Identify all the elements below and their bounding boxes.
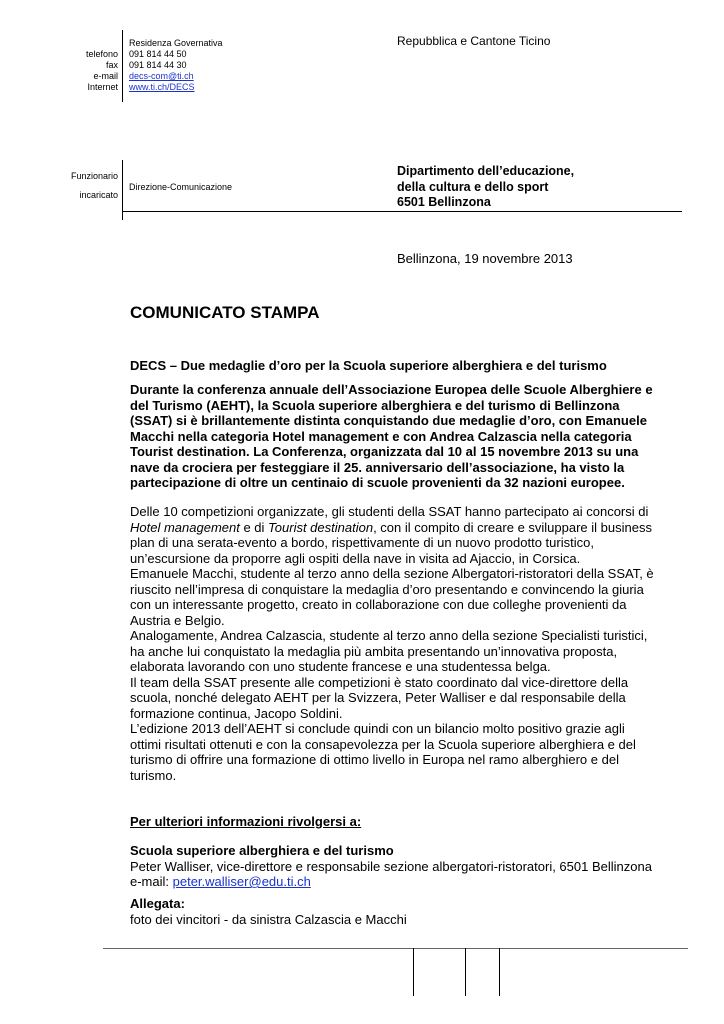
lead-line: Durante la conferenza annuale dell’Associazione Europea delle Scuole Alberghiere e [130, 382, 653, 397]
body-line: con un interessante progetto, creato in collaborazione con due colleghe provenienti da [130, 597, 627, 612]
body-text [130, 504, 700, 783]
body-line: formazione continua, Jacopo Soldini. [130, 705, 343, 721]
contact-heading: Per ulteriori informazioni rivolgersi a: [130, 814, 362, 829]
department-block [397, 164, 574, 211]
official-value: Direzione-Comunicazione [129, 182, 233, 192]
attachment-heading: Allegata: [130, 896, 185, 911]
body-line: ha anche lui conquistato la medaglia più ambita presentando un’innovativa proposta, [130, 643, 618, 659]
body-line: un’escursione da proporre agli ospiti della nave in visita ad Ajaccio, in Corsica. [130, 550, 581, 566]
body-line: Il team della SSAT presente alle competizioni è stato coordinato dal vice-direttore della [130, 674, 629, 690]
header-divider-top [122, 30, 123, 102]
body-line: Analogamente, Andrea Calzascia, studente al terzo anno della sezione Specialisti turistici, [130, 628, 648, 643]
department-line2: della cultura e dello sport [397, 179, 549, 194]
body-line: Delle 10 competizioni organizzate, gli studenti della SSAT hanno partecipato ai concorsi di [130, 504, 649, 519]
office-name: Residenza Governativa [129, 38, 223, 48]
lead-line: Macchi nella categoria Hotel management e con Andrea Calzascia nella categoria [130, 428, 632, 444]
attachment-text: foto dei vincitori - da sinistra Calzascia e Macchi [130, 911, 407, 927]
body-line: elaborata lavorando con uno studente francese e una studentessa belga. [130, 659, 551, 674]
contact-labels [40, 49, 118, 93]
footer-rule [103, 948, 688, 949]
lead-line: del Turismo (AEHT), la Scuola superiore alberghiera e del turismo di Bellinzona [130, 397, 620, 413]
body-line: riuscito nell’impresa di conquistare la medaglia d’oro presentando e convincendo la giuria [130, 581, 644, 597]
fax-value: 091 814 44 30 [129, 60, 187, 70]
lead-line: (SSAT) si è brillantemente distinta conquistando due medaglie d’oro, con Emanuele [130, 413, 647, 428]
body-line: L’edizione 2013 dell’AEHT si conclude quindi con un bilancio molto positivo grazie agli [130, 721, 625, 736]
subject-line: DECS – Due medaglie d’oro per la Scuola superiore alberghiera e del turismo [130, 358, 607, 373]
contact-block [130, 843, 652, 890]
phone-value: 091 814 44 50 [129, 49, 187, 59]
label-internet: Internet [87, 82, 118, 92]
body-line: plan di una serata-evento a bordo, rispettivamente di un nuovo prodotto turistico, [130, 535, 594, 550]
lead-paragraph [130, 382, 690, 491]
body-line: ottimi risultati ottenuti e con la consapevolezza per la Scuola superiore alberghiera e del [130, 736, 636, 752]
official-labels [40, 167, 118, 205]
header-rule [122, 211, 682, 212]
website-link[interactable]: www.ti.ch/DECS [129, 82, 195, 92]
department-line1: Dipartimento dell’educazione, [397, 164, 575, 178]
italic-hotel-management: Hotel management [130, 519, 240, 535]
footer-divider-3 [499, 948, 500, 996]
contact-email-line: e-mail: peter.walliser@edu.ti.ch [130, 874, 311, 889]
label-email: e-mail [93, 71, 118, 81]
footer-divider-2 [465, 948, 466, 996]
lead-line: nave da crociera per festeggiare il 25. anniversario dell’associazione, ha visto la [130, 459, 625, 475]
body-line: scuola, nonché delegato AEHT per la Svizzera, Peter Walliser e dal responsabile della [130, 690, 626, 705]
contact-person: Peter Walliser, vice-direttore e responsabile sezione albergatori-ristoratori, 6501 Bellinzona [130, 858, 652, 874]
body-line: Austria e Belgio. [130, 612, 225, 628]
official-label-2: incaricato [79, 190, 118, 200]
republic-name: Repubblica e Cantone Ticino [397, 34, 551, 48]
email-link[interactable]: decs-com@ti.ch [129, 71, 194, 81]
body-line: Emanuele Macchi, studente al terzo anno della sezione Albergatori-ristoratori della SSAT, è [130, 566, 654, 581]
body-line: Hotel management e di Tourist destination, con il compito di creare e sviluppare il business [130, 519, 652, 535]
contact-email-link[interactable]: peter.walliser@edu.ti.ch [172, 874, 311, 889]
contact-org: Scuola superiore alberghiera e del turismo [130, 843, 394, 858]
lead-line: partecipazione di oltre un centinaio di scuole provenienti da 32 nazioni europee. [130, 475, 625, 490]
body-line: turismo di offrire una formazione di ottimo livello in Europa nel ramo alberghiero e del [130, 752, 619, 767]
attachment-block [130, 896, 407, 927]
lead-line: Tourist destination. La Conferenza, organizzata dal 10 al 15 novembre 2013 su una [130, 444, 639, 459]
date-line: Bellinzona, 19 novembre 2013 [397, 251, 573, 266]
italic-tourist-destination: Tourist destination [268, 519, 374, 535]
footer-divider-1 [413, 948, 414, 996]
office-block [129, 38, 369, 93]
department-line3: 6501 Bellinzona [397, 195, 491, 209]
page-title: COMUNICATO STAMPA [130, 303, 320, 322]
label-telefono: telefono [85, 49, 118, 59]
official-label-1: Funzionario [70, 171, 118, 181]
label-fax: fax [105, 60, 118, 70]
body-line: turismo. [130, 767, 177, 783]
